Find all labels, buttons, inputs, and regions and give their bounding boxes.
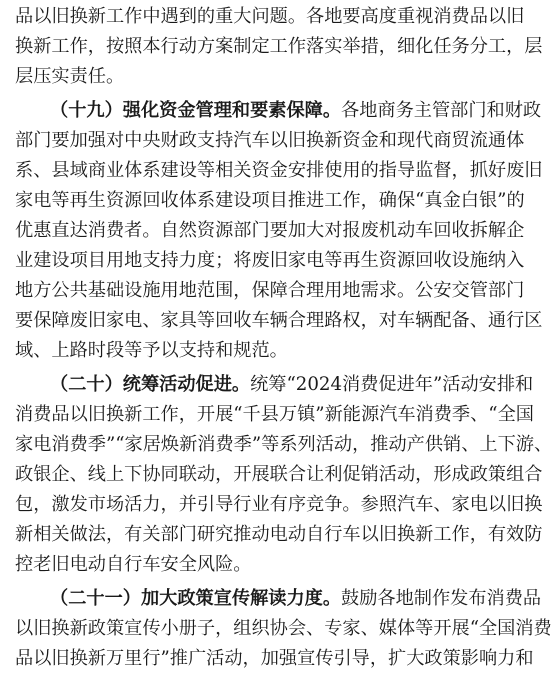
section-20-line (15, 370, 534, 400)
text-line: 系、县域商业体系建设等相关资金安排使用的指导监督，抓好废旧 (15, 160, 543, 181)
text-line: 要保障废旧家电、家具等回收车辆合理路权，对车辆配备、通行区 (15, 310, 543, 331)
text-line: 以旧换新政策宣传小册子，组织协会、专家、媒体等开展“全国消费 (15, 618, 552, 639)
text-line: 家电等再生资源回收体系建设项目推进工作，确保“真金白银”的 (15, 190, 525, 211)
text-line: 地方公共基础设施用地范围，保障合理用地需求。公安交管部门 (15, 280, 525, 301)
text-run: 各地商务主管部门和财政 (341, 100, 542, 121)
text-line: 部门要加强对中央财政支持汽车以旧换新资金和现代商贸流通体 (15, 130, 525, 151)
section-heading: （二十）统筹活动促进。 (50, 374, 251, 395)
text-line: 包，激发市场活力，并引导行业有序竞争。参照汽车、家电以旧换 (15, 494, 543, 515)
section-19-line (15, 96, 542, 126)
text-line: 控老旧电动自行车安全风险。 (15, 554, 252, 575)
text-line: 业建设项目用地支持力度；将废旧家电等再生资源回收设施纳入 (15, 250, 525, 271)
text-line: 优惠直达消费者。自然资源部门要加大对报废机动车回收拆解企 (15, 220, 525, 241)
text-run: 鼓励各地制作发布消费品 (341, 588, 542, 609)
section-heading: （二十一）加大政策宣传解读力度。 (50, 588, 342, 609)
text-line: 层压实责任。 (15, 66, 125, 87)
text-line: 域、上路时段等予以支持和规范。 (15, 340, 288, 361)
section-21-line (15, 584, 542, 614)
text-line: 消费品以旧换新工作，开展“千县万镇”新能源汽车消费季、“全国 (15, 404, 534, 425)
text-line: 新相关做法，有关部门研究推动电动自行车以旧换新工作，有效防 (15, 524, 543, 545)
section-heading: （十九）强化资金管理和要素保障。 (50, 100, 342, 121)
text-line: 家电消费季”“家居焕新消费季”等系列活动，推动产供销、上下游、 (15, 434, 552, 455)
text-line: 品以旧换新万里行”推广活动，加强宣传引导，扩大政策影响力和 (15, 648, 534, 669)
text-line: 换新工作，按照本行动方案制定工作落实举措，细化任务分工，层 (15, 36, 543, 57)
text-run: 统筹“2024消费促进年”活动安排和 (250, 374, 534, 395)
text-line: 政银企、线上下协同联动，开展联合让利促销活动，形成政策组合 (15, 464, 543, 485)
text-line: 品以旧换新工作中遇到的重大问题。各地要高度重视消费品以旧 (15, 6, 525, 27)
